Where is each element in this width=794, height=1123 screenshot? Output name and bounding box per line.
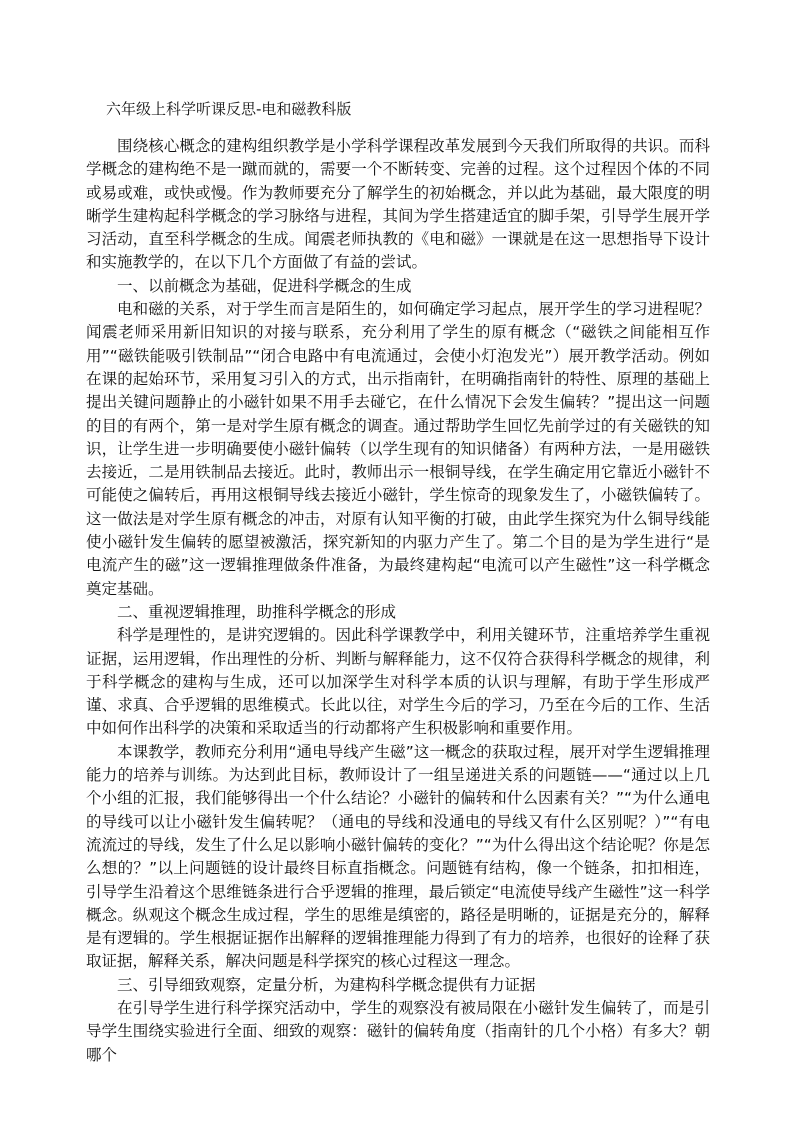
section-heading-3: 三、引导细致观察，定量分析，为建构科学概念提供有力证据 [117, 975, 536, 994]
section-heading-2: 二、重视逻辑推理，助推科学概念的形成 [117, 602, 397, 621]
paragraph-section-3: 在引导学生进行科学探究活动中，学生的观察没有被局限在小磁针发生偏转了，而是引导学生围绕实验进行全面、细致的观察：磁针的偏转角度（指南针的几个小格）有多大？朝哪个 [86, 998, 710, 1064]
section-heading-1: 一、以前概念为基础，促进科学概念的生成 [117, 276, 412, 295]
paragraph-intro: 围绕核心概念的建构组织教学是小学科学课程改革发展到今天我们所取得的共识。而科学概念的建构绝不是一蹴而就的，需要一个不断转变、完善的过程。这个过程因个体的不同或易或难，或快或慢。作为教师要充分了解学生的初始概念，并以此为基础，最大限度的明晰学生建构起科学概念的学习脉络与进程，其间为学生搭建适宜的脚手架，引导学生展开学习活动，直至科学概念的生成。闻震老师执教的《电和磁》一课就是在这一思想指导下设计和实施教学的，在以下几个方面做了有益的尝试。 [86, 137, 710, 272]
paragraph-section-1: 电和磁的关系，对于学生而言是陌生的，如何确定学习起点，展开学生的学习进程呢？闻震老师采用新旧知识的对接与联系，充分利用了学生的原有概念（“磁铁之间能相互作用”“磁铁能吸引铁制品”“闭合电路中有电流通过，会使小灯泡发光”）展开教学活动。例如在课的起始环节，采用复习引入的方式，出示指南针，在明确指南针的特性、原理的基础上提出关键问题静止的小磁针如果不用手去碰它，在什么情况下会发生偏转？”提出这一问题的目的有两个，第一是对学生原有概念的调查。通过帮助学生回忆先前学过的有关磁铁的知识，让学生进一步明确要使小磁针偏转（以学生现有的知识储备）有两种方法，一是用磁铁去接近，二是用铁制品去接近。此时，教师出示一根铜导线，在学生确定用它靠近小磁针不可能使之偏转后，再用这根铜导线去接近小磁针，学生惊奇的现象发生了，小磁铁偏转了。这一做法是对学生原有概念的冲击，对原有认知平衡的打破，由此学生探究为什么铜导线能使小磁针发生偏转的愿望被激活，探究新知的内驱力产生了。第二个目的是为学生进行“是电流产生的磁”这一逻辑推理做条件准备，为最终建构起“电流可以产生磁性”这一科学概念奠定基础。 [86, 300, 710, 598]
paragraph-section-2a: 科学是理性的，是讲究逻辑的。因此科学课教学中，利用关键环节，注重培养学生重视证据，运用逻辑，作出理性的分析、判断与解释能力，这不仅符合获得科学概念的规律，利于科学概念的建构与生成，还可以加深学生对科学本质的认识与理解，有助于学生形成严谨、求真、合乎逻辑的思维模式。长此以往，对学生今后的学习，乃至在今后的工作、生活中如何作出科学的决策和采取适当的行动都将产生积极影响和重要作用。 [86, 626, 710, 738]
paragraph-section-2b: 本课教学，教师充分利用“通电导线产生磁”这一概念的获取过程，展开对学生逻辑推理能力的培养与训练。为达到此目标，教师设计了一组呈递进关系的问题链——“通过以上几个小组的汇报，我们能够得出一个什么结论？小磁针的偏转和什么因素有关？”“为什么通电的导线可以让小磁针发生偏转呢？（通电的导线和没通电的导线又有什么区别呢？）”“有电流流过的导线，发生了什么足以影响小磁针偏转的变化？”“为什么得出这个结论呢？你是怎么想的？”以上问题链的设计最终目标直指概念。问题链有结构，像一个链条，扣扣相连，引导学生沿着这个思维链条进行合乎逻辑的推理，最后锁定“电流使导线产生磁性”这一科学概念。纵观这个概念生成过程，学生的思维是缜密的，路径是明晰的，证据是充分的，解释是有逻辑的。学生根据证据作出解释的逻辑推理能力得到了有力的培养，也很好的诠释了获取证据，解释关系，解决问题是科学探究的核心过程这一理念。 [86, 742, 710, 971]
document-body [86, 98, 710, 1067]
document-title: 六年级上科学听课反思-电和磁教科版 [106, 100, 352, 118]
